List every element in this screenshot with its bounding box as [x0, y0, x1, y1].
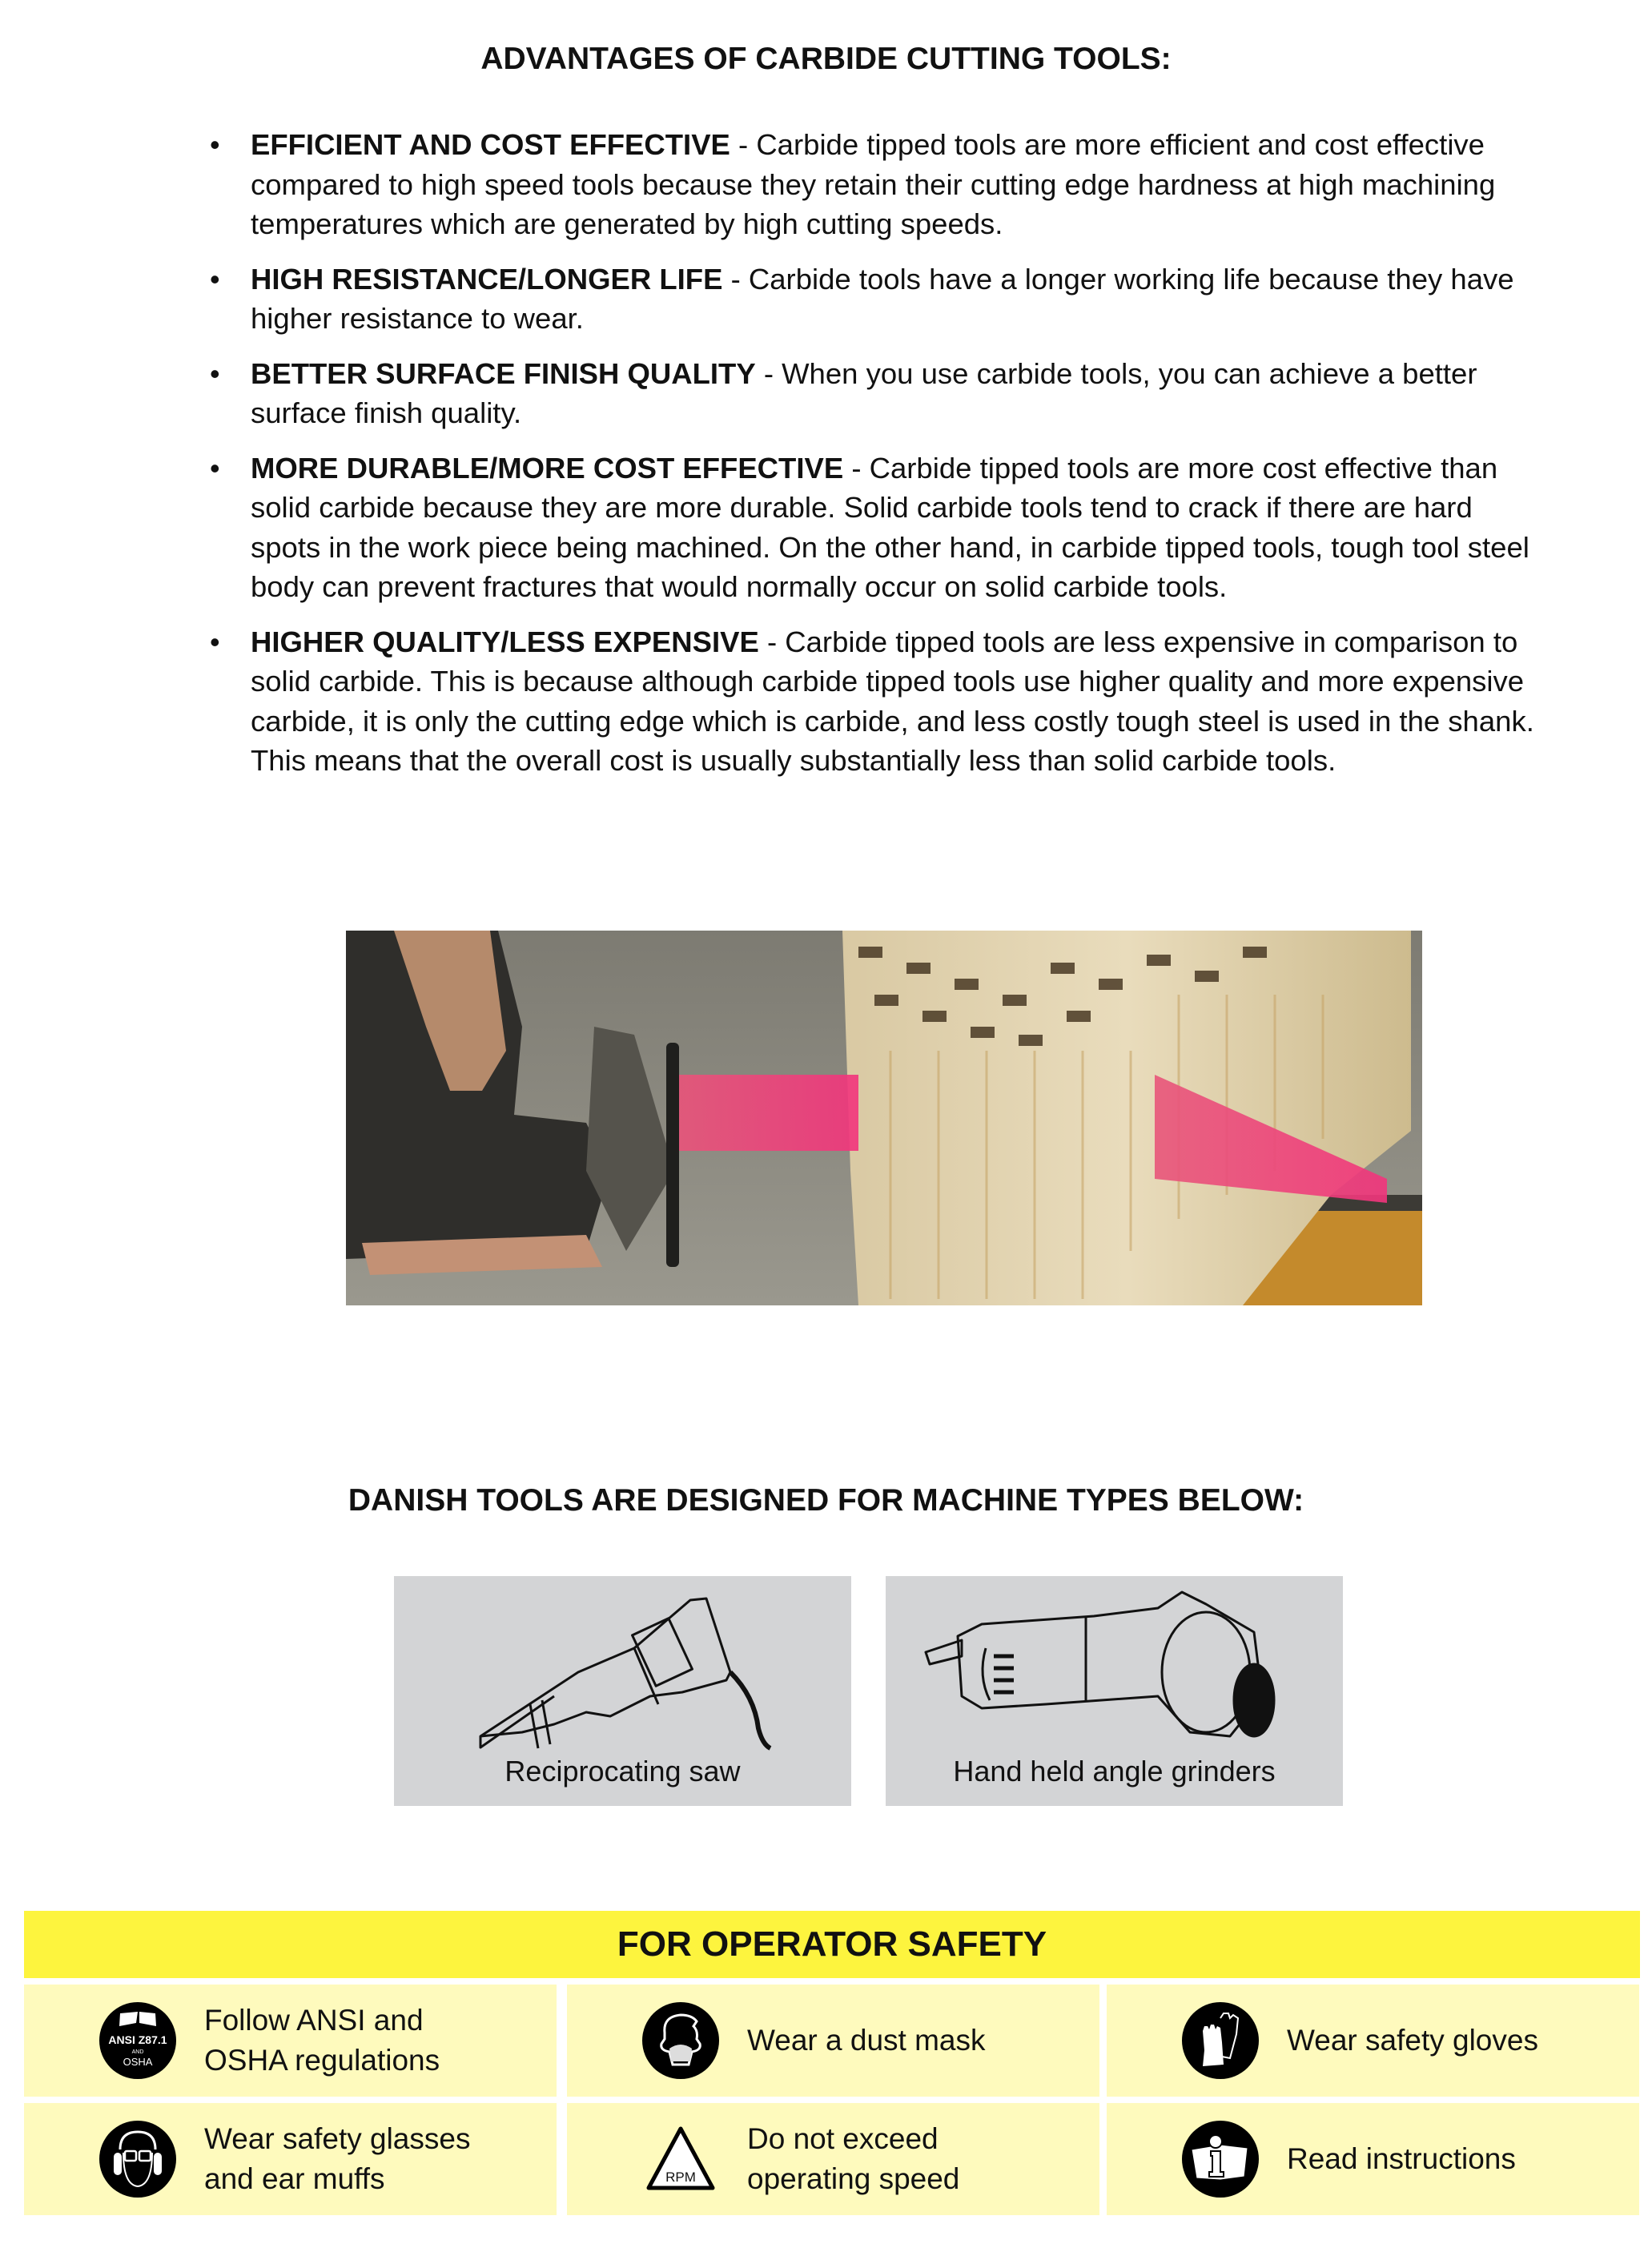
safety-item-gloves: [1107, 1985, 1639, 2097]
advantage-item: [210, 354, 1539, 433]
bullet-icon: •: [210, 262, 220, 296]
advantage-text: - Carbide tools have a longer working life because they have higher resistance to wear.: [251, 262, 1514, 335]
safety-text: Wear safety gloves: [1287, 2024, 1538, 2057]
bullet-icon: •: [210, 128, 220, 161]
icon-text: AND: [131, 2049, 144, 2055]
machines-title: DANISH TOOLS ARE DESIGNED FOR MACHINE TYPES BELOW:: [348, 1483, 1304, 1518]
advantage-heading: HIGHER QUALITY/LESS EXPENSIVE: [251, 625, 759, 658]
machine-card-reciprocating-saw: [394, 1576, 851, 1806]
safety-glasses-ear-muffs-icon: [99, 2121, 176, 2198]
bullet-icon: •: [210, 625, 220, 658]
advantages-list: [210, 125, 1539, 796]
safety-text: Read instructions: [1287, 2142, 1516, 2175]
advantage-item: [210, 259, 1539, 339]
bullet-icon: •: [210, 356, 220, 390]
safety-item-glasses-ear-muffs: [24, 2103, 557, 2215]
photo-illustration: [346, 931, 1422, 1305]
advantage-heading: EFFICIENT AND COST EFFECTIVE: [251, 128, 730, 161]
safety-item-operating-speed: [567, 2103, 1099, 2215]
advantage-heading: HIGH RESISTANCE/LONGER LIFE: [251, 262, 723, 296]
machine-card-angle-grinder: [886, 1576, 1343, 1806]
bullet-icon: •: [210, 451, 220, 485]
page-title: ADVANTAGES OF CARBIDE CUTTING TOOLS:: [480, 42, 1172, 76]
read-instructions-icon: [1182, 2121, 1259, 2198]
icon-text: ANSI Z87.1: [108, 2033, 167, 2046]
safety-text: Do not exceed operating speed: [747, 2122, 960, 2195]
advantage-item: [210, 125, 1539, 244]
advantage-heading: MORE DURABLE/MORE COST EFFECTIVE: [251, 451, 844, 485]
icon-text: OSHA: [123, 2056, 153, 2068]
machine-label: Hand held angle grinders: [953, 1755, 1276, 1788]
safety-item-ansi-osha: [24, 1985, 557, 2097]
advantage-item: [210, 622, 1539, 781]
safety-gloves-icon: [1182, 2002, 1259, 2079]
advantage-text: - When you use carbide tools, you can achieve a better surface finish quality.: [251, 356, 1477, 429]
advantage-text: - Carbide tipped tools are more cost effective than solid carbide because they are more durable. Solid carbide tools tend to crack if there are hard spots in the work piece being machined. On the other hand, in carbide tipped tools, tough tool steel body can prevent fractures that would normally occur on solid carbide tools.: [251, 451, 1529, 603]
safety-header: FOR OPERATOR SAFETY: [24, 1911, 1640, 1978]
angle-grinder-icon: [886, 1576, 1343, 1752]
cutting-brick-photo: [346, 931, 1422, 1305]
advantage-heading: BETTER SURFACE FINISH QUALITY: [251, 356, 756, 390]
dust-mask-icon: [642, 2002, 719, 2079]
advantage-text: - Carbide tipped tools are less expensive in comparison to solid carbide. This is because although carbide tipped tools use higher quality and more expensive carbide, it is only the cutting edge which is carbide, and less costly tough steel is used in the shank. This means that the overall cost is usually substantially less than solid carbide tools.: [251, 625, 1534, 777]
reciprocating-saw-icon: [394, 1576, 851, 1752]
safety-text: Follow ANSI and OSHA regulations: [204, 2004, 440, 2077]
advantage-text: - Carbide tipped tools are more efficient and cost effective compared to high speed tools because they retain their cutting edge hardness at high machining temperatures which are generated by high cutting speeds.: [251, 128, 1496, 240]
ansi-osha-icon: [99, 2002, 176, 2079]
icon-text: RPM: [665, 2170, 696, 2185]
safety-text: Wear a dust mask: [747, 2024, 986, 2057]
machine-label: Reciprocating saw: [504, 1755, 741, 1788]
rpm-warning-icon: [642, 2121, 719, 2198]
safety-item-dust-mask: [567, 1985, 1099, 2097]
safety-text: Wear safety glasses and ear muffs: [204, 2122, 471, 2195]
advantage-item: [210, 448, 1539, 607]
safety-item-read-instructions: [1107, 2103, 1639, 2215]
